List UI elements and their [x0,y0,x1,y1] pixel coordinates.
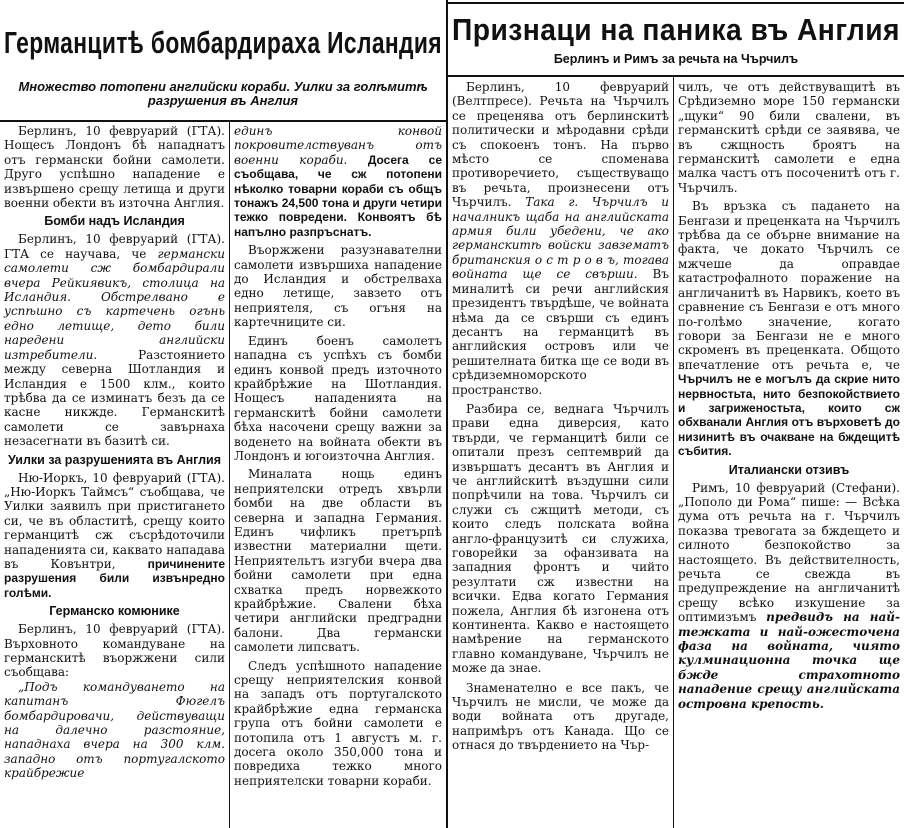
paragraph: единъ конвой покровителствуванъ отъ военни кораби. Досега се съобщава, че сж потопени нѣколко товарни кораби съ общъ тонажъ 24,500 тона и други четири тежко повредени. Конвоятъ бѣ напълно разпръснатъ. [234,124,442,239]
right-headline: Признаци на паника въ Англия [452,12,900,47]
section-heading: Уилки за разрушенията въ Англия [8,452,221,467]
left-column-1 [4,124,225,781]
paragraph: Берлинъ, 10 февруарий (ГТА). Нощесъ Лондонъ бѣ нападнатъ отъ германски бойни самолети. Друго успѣшно нападение е извършено срещу летища и други военни обекти въ източна Англия. [4,124,225,211]
left-headline: Германцитѣ бомбардираха Исландия [4,25,442,60]
paragraph: Разбира се, веднага Чърчилъ прави една диверсия, като твърди, че германцитѣ били се опитали презъ септемврий да извършатъ десантъ въ Англия и че английскитѣ въздушни сили попрѣчили на това. Чърчилъ си служи съ сжщитѣ методи, съ които следъ полската война англо-французитѣ си служиха, говорейки за офанзивата на западния фронтъ и чийто резултати сж известни на всички. Едва когато Германия пожела, Англия бѣ изгонена отъ континента. Какво е настоящето намѣрение на германското главно командуване, Чърчилъ не може да знае. [452,401,669,676]
section-heading: Италиански отзивъ [728,462,850,477]
paragraph: Берлинъ, 10 февруарий (Велтпресе). Речьта на Чърчилъ се преценява отъ берлинскитѣ политически и мѣродавни срѣди съ спокоенъ тонъ. На първо мѣсто се споменава противоречието, съществуващо въ речьта, произнесени отъ Чърчилъ. Така г. Чърчилъ и началникъ щаба на английската армия били убедени, че ако германскитѣ войски завзематъ британския о с т р о в ъ, тогава войната ще се свърши. Въ миналитѣ си речи английския президентъ твърдѣше, че войната нѣма да се свърши съ единъ десантъ на германцитѣ въ английския островъ или че решителната битка ще се води въ срѣдиземноморското пространство. [452,80,669,397]
paragraph: Берлинъ, 10 февруарий (ГТА). Върховното командуване на германскитѣ въоржжени сили съобщава: [4,622,225,680]
right-column-1 [452,80,669,753]
paragraph: Римъ, 10 февруарий (Стефани). „Пополо ди Рома“ пише: — Всѣка дума отъ речьта на г. Чърчилъ показва тревогата за бждещето и силното безпокойство за настоящето. Въ действителность, речьта се свежда въ предупреждение на англичанитѣ срещу всѣко изкушение за оптимизъмъ предвидъ на най-тежката и най-ожесточена фаза на войната, чиято кулминационна точка ще бжде страхотното нападение срещу английската островна крепость. [678,480,901,711]
right-headline-top-rule [448,2,904,4]
right-subhead-rule [448,75,904,77]
left-subhead: Множество потопени английски кораби. Уилки за голѣмитѣ разрушения въ Англия [18,79,428,108]
paragraph: Ню-Иоркъ, 10 февруарий (ГТА). „Ню-Иоркъ Таймсъ“ съобщава, че Уилки заявилъ при пристигането си, че въ областитѣ, срещу които германцитѣ сж съсрѣдоточили нападенията си, каквато нападава въ Ковънтри, причинените разрушения били извънредно голѣми. [4,470,225,600]
paragraph: Миналата нощь единъ неприятелски отредъ хвърли бомби на две области въ северна и западна Германия. Единъ чифликъ претърпѣ известни материални щети. Неприятельтъ изгуби вчера два бойни самолети при една схватка предъ норвежкото крайбрѣжие. Свалени бѣха четири английски предградни балони. Два германски самолети липсватъ. [234,467,442,655]
left-inner-column-rule [229,120,230,828]
paragraph: Берлинъ, 10 февруарий (ГТА). ГТА се научава, че германски самолети сж бомбардирали вчера Рейкиявикъ, столица на Исландия. Обстрелвано е успѣшно съ картечень огънь едно летище, дето били наредени английски изтребители. Разстоянието между северна Шотландия и Исландия е 1500 клм., които трѣбва да се изминатъ безъ да се каcне никжде. Германскитѣ самолети се завърнаха незасегнати въ базитѣ си. [4,232,225,449]
right-subhead: Берлинъ и Римъ за речьта на Чърчилъ [553,52,799,66]
paragraph: Следъ успѣшното нападение срещу неприятелския конвой на западъ отъ португалското крайбрѣжие една германска група отъ бойни самолети е потопила отъ 1 августъ м. г. досега около 350,000 тона и повредиха тежко много неприятелски товарни кораби. [234,658,442,788]
section-heading: Германско комюнике [49,604,180,619]
right-inner-column-rule [673,75,674,828]
paragraph: Знаменателно е все пакъ, че Чърчилъ не мисли, че може да води войната отъ другаде, напримѣръ отъ Канада. Що се отнася до твърдението на Чър- [452,680,669,753]
left-subhead-rule [0,120,446,122]
paragraph: Въоржжени разузнавателни самолети извършиха нападение до Исландия и обстрелваха едно летище, завзето отъ неприятеля, съ огъня на картечниците си. [234,243,442,330]
paragraph: Въ връзка съ падането на Бенгази и преценката на Чърчилъ трѣбва да се обърне внимание на факта, че докато Чърчилъ се мжчеше да оправдае катастрофалното поражение на англичанитѣ въ Нарвикъ, което въ сравнение съ Бенгази е отъ много по-голѣмо значение, когато говори за Бенгази не е много скроменъ въ преценката. Общото впечатление отъ речьта е, че Чърчилъ не е могълъ да скрие нито нервностьта, нито безпокойствието и загриженостьта, които сж обхванали Англия отъ върховетѣ до низинитѣ въ очакване на бждещитѣ събития. [678,199,900,459]
right-column-2 [678,80,900,711]
paragraph: чилъ, че отъ действуващитѣ въ Срѣдиземно море 150 германски „щуки“ 90 били свалени, въ германскитѣ срѣди се заявява, че въ сжщность броятъ на германскитѣ самолети е една малка частъ отъ посоченитѣ отъ г. Чърчилъ. [678,80,900,195]
paragraph: „Подъ командуването на капитанъ Фюгелъ бомбардировачи, действуващи на далечно разстояние, нападнаха вчера на 300 клм. западно отъ португалското крайбрежие [4,679,225,781]
section-heading: Бомби надъ Исландия [44,214,185,229]
left-column-2 [234,124,442,788]
paragraph: Единъ боенъ самолетъ нападна съ успѣхъ съ бомби единъ конвой предъ източното крайбрѣжие на Шотландия. Нощесъ нападенията на германскитѣ бойни самолети бѣха насочени срещу важни за воденето на войната обекти въ Лондонъ и югоизточна Англия. [234,333,442,463]
center-column-rule [446,0,448,828]
